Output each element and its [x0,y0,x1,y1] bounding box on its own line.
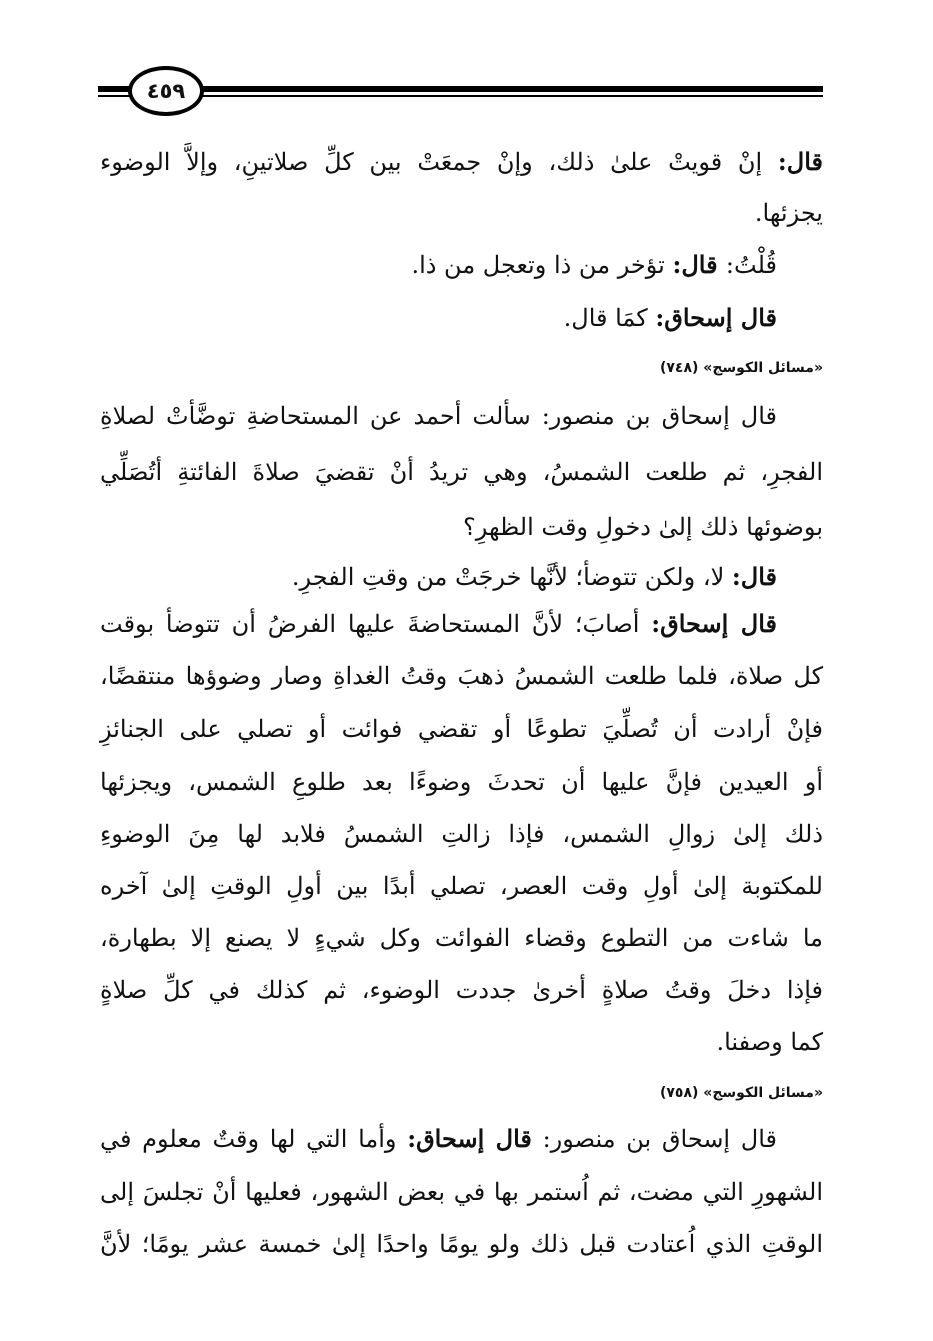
text-line: قال إسحاق بن منصور: سألت أحمد عن المستحاضةِ توضَّأتْ لصلاةِ [100,402,777,430]
speaker-label: قال إسحاق: [407,1124,532,1153]
line-text: لا، ولكن تتوضأ؛ لأنَّها خرجَتْ من وقتِ الفجرِ. [291,563,732,591]
text-line: الفجرِ، ثم طلعت الشمسُ، وهي تريدُ أنْ تقضيَ صلاةَ الفائتةِ أتُصَلِّي [100,458,823,486]
text-line: يجزئها. [754,199,823,227]
speaker-label: قال: [672,250,726,279]
text-line [100,609,823,638]
line-text: إنْ قويتْ علىٰ ذلك، وإنْ جمعَتْ بين كلِّ صلاتينِ، وإلاَّ الوضوء [100,148,778,176]
text-line: فإنْ أرادت أن تُصلِّيَ تطوعًا أو تقضي فوائت أو تصلي على الجنائزِ [100,715,823,743]
text-line: كل صلاة، فلما طلعت الشمسُ ذهبَ وقتُ الغداةِ وصار وضوؤها منتقضًا، [100,662,823,690]
text-line [100,147,824,176]
source-reference: «مسائل الكوسج» (٧٤٨) [659,360,823,376]
text-line [100,303,823,332]
text-line [100,1124,823,1153]
line-text: وأما التي لها وقتٌ معلوم في [100,1125,408,1153]
text-line: كما وصفنا. [716,1028,823,1056]
header-rule-thick [98,86,823,92]
page-number-oval [128,66,204,116]
text-line: ما شاءت من التطوع وقضاء الفوائت وكل شيءٍ لا يصنع إلا بطهارة، [100,924,823,952]
speaker-label: قال إسحاق: [651,609,778,638]
speaker-label: قال إسحاق: [655,303,777,332]
line-text: قال إسحاق بن منصور: [531,1125,778,1153]
header-rule-thin [98,95,823,97]
speaker-label: قال: [731,562,777,591]
line-prefix: قُلْتُ: [725,251,777,279]
line-text: تؤخر من ذا وتعجل من ذا. [411,251,673,279]
text-line [100,250,823,279]
text-line: بوضوئها ذلك إلىٰ دخولِ وقت الظهرِ؟ [463,513,823,541]
text-line: أو العيدين فإنَّ عليها أن تحدثَ وضوءًا بعد طلوعِ الشمس، ويجزئها [100,768,823,796]
page-header [98,62,823,122]
text-line: للمكتوبة إلىٰ أولِ وقت العصر، تصلي أبدًا بين أولِ الوقتِ إلىٰ آخره [100,872,823,900]
source-reference: «مسائل الكوسج» (٧٥٨) [659,1085,823,1101]
line-text: أصابَ؛ لأنَّ المستحاضةَ عليها الفرضُ أن تتوضأ بوقت [100,610,652,638]
speaker-label: قال: [777,147,824,176]
page-number: ٤٥٩ [146,79,186,103]
text-line: ذلك إلىٰ زوالِ الشمس، فإذا زالتِ الشمسُ فلابد لها مِنَ الوضوءِ [100,820,823,848]
text-line [100,562,823,591]
text-line: الشهورِ التي مضت، ثم اُستمر بها في بعض الشهور، فعليها أنْ تجلسَ إلى [100,1178,823,1206]
line-text: كمَا قال. [563,304,656,332]
text-line: الوقتِ الذي اُعتادت قبل ذلك ولو يومًا واحدًا إلىٰ خمسة عشر يومًا؛ لأنَّ [100,1230,823,1258]
text-line: فإذا دخلَ وقتُ صلاةٍ أخرىٰ جددت الوضوء، ثم كذلك في كلِّ صلاةٍ [100,976,823,1004]
